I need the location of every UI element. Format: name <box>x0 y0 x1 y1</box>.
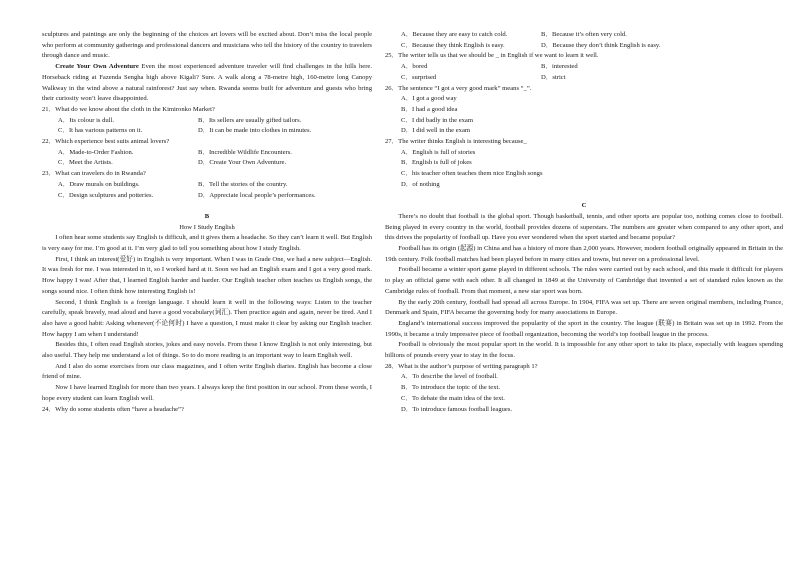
section-letter-b: B <box>204 212 210 220</box>
option: B．Incredible Wildlife Encounters. <box>198 148 292 156</box>
question-24: 24．Why do some students often “have a headache”? <box>42 405 184 413</box>
question-26: 26．The sentence “I got a very good mark” means “_”. <box>385 84 532 92</box>
options-row <box>42 191 372 202</box>
options-row <box>385 30 783 41</box>
question-23: 23．What can travelers do in Rwanda? <box>42 170 146 178</box>
option: A．bored <box>401 63 428 71</box>
passage-c-paragraph: There’s no doubt that football is the global sport. Though basketball, tennis, and other sports are popular too, nothing comes close to football. Being played in every country in the world, football provides dozens of superstars. The numbers are greater when compared to any other sport, and this drives the popularity of football up. Have you ever wondered when the sport started and became popular? <box>385 212 783 242</box>
option: A．Draw murals on buildings. <box>58 180 140 188</box>
passage-a-paragraph-adventure: Create Your Own Adventure Even the most experienced adventure traveler will find challenges in the hills here. Horseback riding at Fazenda Sengha high above Kigali? Sure. A walk along a 78-metre high, 160-metre long Canopy Walkway in the wind above a natural rainforest? Just say when. Rwanda seems built for adventure and guests who bring their curiosity won’t leave disappointed. <box>42 63 373 103</box>
passage-b-paragraph: Besides this, I often read English stories, jokes and easy novels. From these I know English is not only interesting, but also useful. They help me understand a lot of things. So to do more reading is an important way to learn English well. <box>42 341 372 360</box>
section-heading: Create Your Own Adventure <box>55 63 139 71</box>
passage-c-paragraph: England’s international success improved the popularity of the sport in the country. The league (联赛) in Britain was set up in 1992. From the 1990s, it became a truly impressive piece of football organization, becoming the world’s top football league in the process. <box>385 319 783 338</box>
option: B．interested <box>541 63 578 71</box>
option: C．To debate the main idea of the text. <box>401 394 505 402</box>
option: A．English is full of stories <box>401 148 476 156</box>
option: A．Made-to-Order Fashion. <box>58 148 134 156</box>
option: D．To introduce famous football leagues. <box>401 405 513 413</box>
passage-b-paragraph: I often hear some students say English is difficult, and it gives them a headache. So they can’t learn it well. But English is very easy for me. I’m good at it. I’m very glad to tell you something about how I study English. <box>42 234 372 253</box>
option: B．Its sellers are usually gifted tailors. <box>198 116 302 124</box>
right-column <box>385 30 783 415</box>
option: D．I did well in the exam <box>401 127 471 135</box>
option: A．To describe the level of football. <box>401 373 498 381</box>
option: B．To introduce the topic of the text. <box>401 384 500 392</box>
options-row <box>42 180 372 191</box>
option: C．Design sculptures and potteries. <box>58 191 154 199</box>
passage-c-paragraph: Football is obviously the most popular sport in the world. It is impossible for any other sport to take its place, especially with leagues spending billions of pounds every year to stay in the focus. <box>385 341 783 360</box>
options-row <box>42 148 372 159</box>
passage-b-paragraph: First, I think an interest(爱好) in English is very important. When I was in Grade One, we had a new subject—English. It was fresh for me. I was interested in it, so I worked hard at it. Soon we had an English exam and I got a very good mark. How happy I was! After that, I learned English harder and harder. Our English teacher often teaches us English songs, the songs sound nice. I often think how interesting English is! <box>42 255 372 295</box>
option: D．Because they don’t think English is easy. <box>541 41 661 49</box>
passage-b-title: How I Study English <box>179 223 235 231</box>
option: D．strict <box>541 73 566 81</box>
passage-b-paragraph: And I also do some exercises from our class magazines, and I often write English diaries. English has become a close friend of mine. <box>42 362 372 381</box>
passage-c-paragraph: By the early 20th century, football had spread all across Europe. In 1904, FIFA was set up. There are seven original members, including France, Denmark and Spain, FIFA became the governing body for many associations in Europe. <box>385 298 783 317</box>
question-21: 21．What do we know about the cloth in the Kimironko Market? <box>42 105 215 113</box>
passage-a-paragraph: sculptures and paintings are only the beginning of the choices art lovers will be excited about. Don’t miss the local people who perform at community gatherings and professional dancers and musicians who tell the history of the country to travelers through dance and music. <box>42 31 372 60</box>
option: C．his teacher often teaches them nice English songs <box>401 170 543 178</box>
section-letter-c: C <box>581 202 587 210</box>
passage-c-paragraph: Football became a winter sport game played in different schools. The rules were carried out by each school, and this made it difficult for players to play an official game with each other. It all changed in 1849 at the University of Cambridge that invented a set of standard rules known as the Cambridge rules of football. From that moment, a new star sport was born. <box>385 266 783 295</box>
option: D．It can be made into clothes in minutes. <box>198 127 312 135</box>
passage-c-paragraph: Football has its origin (起源) in China and has a history of more than 2,000 years. However, modern football originally appeared in Britain in the 19th century. Folk football matches had been played before in many cities and towns, but never on a professional level. <box>385 245 783 263</box>
option: A．Because they are easy to catch cold. <box>401 31 508 38</box>
option: C．I did badly in the exam <box>401 116 473 124</box>
options-row <box>42 126 372 137</box>
question-25: 25．The writer tells us that we should be _ in English if we want to learn it well. <box>385 52 599 60</box>
option: C．Meet the Artists. <box>58 159 113 167</box>
option: B．Because it’s often very cold. <box>541 31 627 38</box>
option: D．of nothing <box>401 180 440 188</box>
option: D．Create Your Own Adventure. <box>198 159 287 167</box>
question-28: 28．What is the author’s purpose of writing paragraph 1? <box>385 362 538 370</box>
passage-b-paragraph: Now I have learned English for more than two years. I always keep the first position in our school. From these words, I hope every student can learn English well. <box>42 384 372 402</box>
option: D．Appreciate local people’s performances. <box>198 191 316 199</box>
option: C．It has various patterns on it. <box>58 127 143 135</box>
option: B．English is full of jokes <box>401 159 472 167</box>
options-row <box>42 158 372 169</box>
options-row <box>385 73 783 84</box>
question-27: 27．The writer thinks English is interesting because_ <box>385 138 527 146</box>
option: A．I got a good way <box>401 95 457 103</box>
passage-b-paragraph: Second, I think English is a foreign language. I should learn it well in the following ways: Listen to the teacher carefully, speak bravely, read aloud and have a good vocabulary(词汇). Then practice again and again, never be tired. And I also have a good habit: Asking whenever(不论何时) I have a question, I must make it clear by asking our English teacher. How happy I am when I understand! <box>42 298 372 338</box>
options-row <box>42 116 372 127</box>
option: A．Its colour is dull. <box>58 116 115 124</box>
question-22: 22．Which experience best suits animal lovers? <box>42 138 170 146</box>
option: C．surprised <box>401 73 437 81</box>
options-row <box>385 62 783 73</box>
option: B．Tell the stories of the country. <box>198 180 288 188</box>
option: C．Because they think English is easy. <box>401 41 505 49</box>
left-column <box>42 30 372 415</box>
options-row <box>385 41 783 52</box>
option: B．I had a good idea <box>401 105 458 113</box>
